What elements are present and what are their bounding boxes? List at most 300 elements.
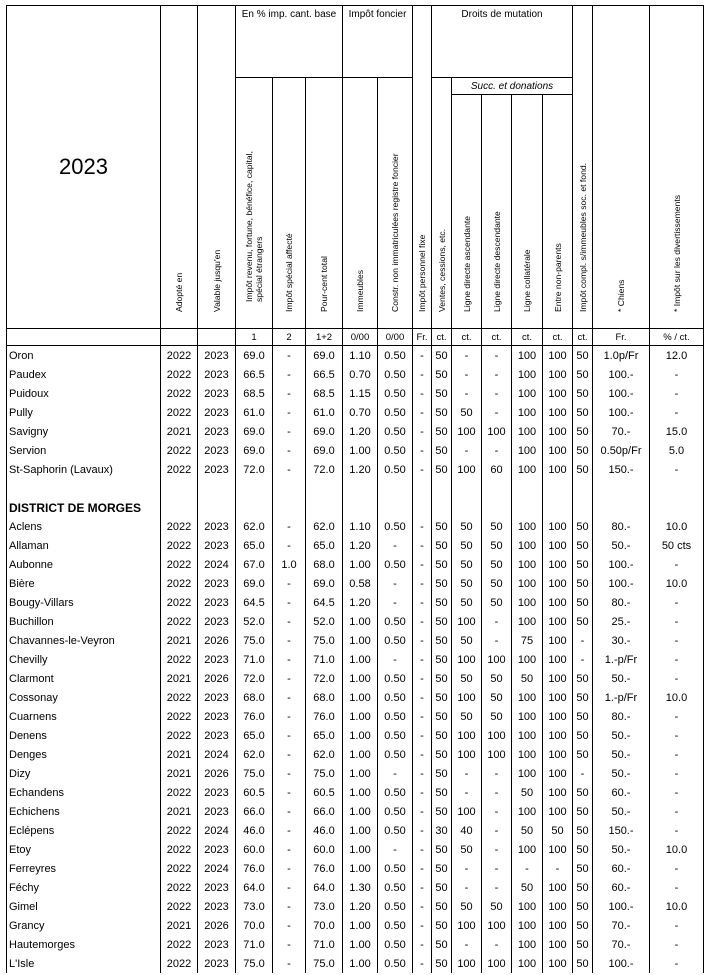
table-cell: - [650,650,704,669]
table-cell: 76.0 [236,859,273,878]
unit-cell [7,329,161,346]
table-cell: - [273,916,306,935]
col-adopted-header: Adopté en [161,6,198,329]
table-cell: - [543,859,573,878]
table-cell: 72.0 [306,669,343,688]
table-cell: 1.00 [343,954,378,973]
table-cell: 1.00 [343,745,378,764]
table-cell: 100 [543,384,573,403]
spacer-cell [650,479,704,498]
table-cell: 100 [543,802,573,821]
table-row [7,878,704,897]
col-personal-tax-header: Impôt personnel fixe [413,6,432,329]
table-cell: 0.50 [378,745,413,764]
table-cell: 2022 [161,954,198,973]
table-cell: 62.0 [306,517,343,536]
table-cell: 52.0 [306,612,343,631]
commune-name: Aubonne [7,555,161,574]
year-heading: 2023 [7,6,161,329]
table-cell: - [452,346,482,366]
table-row [7,612,704,631]
table-cell: 75 [512,631,543,650]
table-cell: 76.0 [306,859,343,878]
table-cell: 2023 [198,365,236,384]
table-cell: 50 [432,783,452,802]
table-cell: 100 [452,612,482,631]
table-cell: 25.- [593,612,650,631]
table-cell: 2022 [161,536,198,555]
spacer-cell [413,498,432,517]
table-cell: 2022 [161,365,198,384]
table-cell: - [650,745,704,764]
table-row [7,897,704,916]
table-cell: 150.- [593,821,650,840]
table-cell: 30 [432,821,452,840]
table-cell: - [273,802,306,821]
table-cell: - [273,384,306,403]
table-cell: 100 [543,612,573,631]
table-cell: 1.20 [343,593,378,612]
table-body [7,346,704,974]
table-cell: 50 [573,916,593,935]
table-cell: 2023 [198,441,236,460]
unit-cell: ct. [432,329,452,346]
table-cell: 2023 [198,384,236,403]
table-cell: - [413,669,432,688]
table-cell: - [413,802,432,821]
table-cell: 72.0 [236,669,273,688]
table-cell: 50 [573,517,593,536]
table-cell: - [452,384,482,403]
table-cell: 10.0 [650,574,704,593]
table-cell: 50 [512,878,543,897]
table-cell: 2026 [198,631,236,650]
table-cell: 2022 [161,821,198,840]
table-cell: 1.00 [343,840,378,859]
table-cell: 2024 [198,859,236,878]
table-cell: 50 [512,783,543,802]
commune-name: Pully [7,403,161,422]
table-cell: 1.15 [343,384,378,403]
spacer-cell [452,479,482,498]
table-row [7,403,704,422]
table-cell: - [413,650,432,669]
table-cell: 2023 [198,574,236,593]
unit-cell: 0/00 [378,329,413,346]
table-cell: 100 [512,764,543,783]
table-cell: 72.0 [306,460,343,479]
table-cell: 50 [573,859,593,878]
table-cell: 100 [543,593,573,612]
table-cell: - [413,460,432,479]
table-cell: - [413,897,432,916]
table-cell: 100 [452,422,482,441]
table-cell: 0.50 [378,897,413,916]
table-cell: 68.0 [236,688,273,707]
table-cell: 50 [482,555,512,574]
commune-name: Servion [7,441,161,460]
table-cell: - [413,593,432,612]
table-cell: 60.- [593,878,650,897]
commune-name: Grancy [7,916,161,935]
table-cell: 100 [543,574,573,593]
commune-name: Buchillon [7,612,161,631]
table-cell: 100 [482,650,512,669]
table-cell: 50 [573,954,593,973]
table-cell: 50 [482,536,512,555]
table-cell: 100 [452,954,482,973]
table-cell: 50 [482,593,512,612]
table-cell: 61.0 [236,403,273,422]
table-cell: 2024 [198,821,236,840]
table-cell: 2023 [198,650,236,669]
table-cell: 75.0 [306,764,343,783]
table-cell: - [378,536,413,555]
commune-name: Dizy [7,764,161,783]
table-cell: 2023 [198,346,236,366]
units-row [7,329,704,346]
table-cell: - [482,878,512,897]
table-cell: 50 [482,897,512,916]
table-cell: - [273,517,306,536]
table-cell: - [273,821,306,840]
table-cell: 50 [573,422,593,441]
table-cell: 50 [432,726,452,745]
table-row [7,935,704,954]
commune-name: Chevilly [7,650,161,669]
table-cell: - [273,878,306,897]
table-cell: 50 [573,878,593,897]
table-cell: - [573,764,593,783]
table-cell: 60.- [593,783,650,802]
table-cell: 2023 [198,460,236,479]
table-cell: 50 [432,840,452,859]
table-cell: - [650,707,704,726]
table-cell: 100 [512,802,543,821]
table-cell: 1.00 [343,669,378,688]
commune-name: Puidoux [7,384,161,403]
commune-name: Clarmont [7,669,161,688]
commune-name: Ferreyres [7,859,161,878]
table-cell: 2021 [161,631,198,650]
table-cell: 50 [573,555,593,574]
table-cell: 71.0 [236,935,273,954]
table-cell: - [482,403,512,422]
table-row [7,422,704,441]
col-income-header: Impôt revenu, fortune, bénéfice, capital, spécial étrangers [236,78,273,329]
table-cell: 50.- [593,802,650,821]
table-cell: 66.0 [236,802,273,821]
table-cell: 2021 [161,802,198,821]
table-cell: - [273,574,306,593]
table-cell: - [413,916,432,935]
spacer-cell [273,479,306,498]
table-cell: 0.50 [378,346,413,366]
table-row [7,707,704,726]
table-cell: 50 [432,441,452,460]
table-cell: - [273,726,306,745]
table-cell: 2023 [198,688,236,707]
table-cell: 100.- [593,954,650,973]
table-cell: 50 [452,840,482,859]
table-cell: - [378,840,413,859]
table-cell: 50 [432,954,452,973]
table-cell: 50 [573,726,593,745]
table-cell: 1.00 [343,935,378,954]
table-cell: 69.0 [306,441,343,460]
unit-cell: Fr. [413,329,432,346]
table-cell: 60.0 [236,840,273,859]
table-cell: 5.0 [650,441,704,460]
table-cell: - [413,707,432,726]
table-cell: 68.5 [236,384,273,403]
table-cell: 1.00 [343,555,378,574]
table-cell: 0.50 [378,878,413,897]
table-cell: 100 [543,935,573,954]
table-cell: - [452,783,482,802]
table-cell: 2022 [161,612,198,631]
table-cell: 64.0 [306,878,343,897]
table-cell: - [452,764,482,783]
table-cell: - [273,422,306,441]
table-cell: 1.00 [343,707,378,726]
table-cell: 2022 [161,593,198,612]
table-cell: 1.00 [343,783,378,802]
table-cell: 60.0 [306,840,343,859]
table-cell: 2023 [198,422,236,441]
table-row [7,745,704,764]
table-cell: 50 [432,593,452,612]
table-cell: 100 [543,346,573,366]
table-cell: - [650,726,704,745]
table-cell: 50 [573,897,593,916]
table-cell: 80.- [593,517,650,536]
table-cell: 50 [573,593,593,612]
table-cell: - [512,859,543,878]
table-cell: - [573,631,593,650]
table-cell: 60.- [593,859,650,878]
table-cell: 1.00 [343,859,378,878]
table-cell: 100 [512,517,543,536]
table-cell: - [413,859,432,878]
table-cell: 100 [452,460,482,479]
table-cell: 1.00 [343,688,378,707]
table-cell: 75.0 [306,954,343,973]
col-entertainment-header: * Impôt sur les divertissements [650,6,704,329]
table-cell: 2022 [161,346,198,366]
table-cell: 50 [432,612,452,631]
table-cell: 100 [512,745,543,764]
table-cell: 2022 [161,878,198,897]
table-cell: 69.0 [306,346,343,366]
table-cell: 50 [573,802,593,821]
table-cell: - [273,536,306,555]
table-cell: 65.0 [306,726,343,745]
table-cell: 50 [482,517,512,536]
table-cell: 50 [573,365,593,384]
table-cell: 100 [512,346,543,366]
table-cell: 100 [543,726,573,745]
table-cell: 2023 [198,802,236,821]
table-cell: 71.0 [236,650,273,669]
table-cell: 2022 [161,460,198,479]
table-row [7,821,704,840]
table-cell: 1.20 [343,460,378,479]
table-cell: 100 [543,764,573,783]
table-cell: 1.00 [343,916,378,935]
table-cell: 100 [543,650,573,669]
table-cell: 0.58 [343,574,378,593]
table-cell: 50 [573,574,593,593]
table-cell: 69.0 [306,574,343,593]
table-cell: - [413,631,432,650]
table-cell: 100 [452,916,482,935]
spacer-cell [452,498,482,517]
table-cell: - [482,346,512,366]
table-cell: - [650,935,704,954]
table-row [7,840,704,859]
commune-name: St-Saphorin (Lavaux) [7,460,161,479]
table-cell: 52.0 [236,612,273,631]
table-cell: 100 [543,916,573,935]
commune-name: Echandens [7,783,161,802]
table-cell: - [413,517,432,536]
table-cell: 2023 [198,707,236,726]
spacer-cell [573,498,593,517]
commune-name: Eclépens [7,821,161,840]
spacer-row [7,479,704,498]
table-cell: 2022 [161,650,198,669]
table-cell: 68.0 [306,555,343,574]
table-cell: 2022 [161,707,198,726]
table-cell: 68.5 [306,384,343,403]
table-cell: 50 [432,650,452,669]
table-cell: 2026 [198,916,236,935]
table-cell: 50 [452,631,482,650]
table-cell: 2023 [198,878,236,897]
table-cell: 68.0 [306,688,343,707]
table-cell: 100 [543,460,573,479]
table-cell: - [413,764,432,783]
table-cell: 100.- [593,574,650,593]
unit-cell [161,329,198,346]
table-cell: 0.50 [378,954,413,973]
spacer-cell [273,498,306,517]
table-cell: - [413,422,432,441]
group-foncier-header: Impôt foncier [343,6,413,78]
table-cell: 50 [543,821,573,840]
spacer-cell [161,498,198,517]
table-cell: 50 cts [650,536,704,555]
col-special-header: Impôt spécial affecté [273,78,306,329]
table-cell: 2023 [198,536,236,555]
unit-cell [198,329,236,346]
table-cell: 50 [432,574,452,593]
table-cell: 1.0 [273,555,306,574]
table-cell: - [452,878,482,897]
table-cell: - [482,935,512,954]
table-cell: 73.0 [236,897,273,916]
table-cell: - [650,783,704,802]
table-cell: 100 [482,745,512,764]
table-cell: - [650,954,704,973]
table-cell: 100 [512,707,543,726]
table-cell: - [413,840,432,859]
table-cell: 100.- [593,403,650,422]
table-cell: - [273,593,306,612]
commune-name: Cossonay [7,688,161,707]
table-cell: 50 [432,384,452,403]
table-cell: 50 [482,574,512,593]
table-cell: 50 [432,935,452,954]
table-row [7,783,704,802]
table-cell: - [273,346,306,366]
table-cell: 60.5 [236,783,273,802]
spacer-cell [236,479,273,498]
table-cell: 50 [452,669,482,688]
table-cell: 0.50 [378,631,413,650]
table-cell: 1.20 [343,536,378,555]
table-cell: 100 [512,897,543,916]
table-cell: 60 [482,460,512,479]
unit-cell: % / ct. [650,329,704,346]
table-cell: 64.5 [236,593,273,612]
table-cell: 100 [482,726,512,745]
table-cell: - [413,821,432,840]
table-cell: 76.0 [306,707,343,726]
table-cell: 100 [482,954,512,973]
table-cell: 100 [512,593,543,612]
table-cell: 100 [512,422,543,441]
table-cell: - [482,783,512,802]
table-cell: - [482,764,512,783]
table-cell: 73.0 [306,897,343,916]
commune-name: Allaman [7,536,161,555]
table-cell: 100 [543,707,573,726]
commune-name: Paudex [7,365,161,384]
spacer-cell [650,498,704,517]
table-cell: 62.0 [306,745,343,764]
commune-name: Aclens [7,517,161,536]
table-cell: - [452,859,482,878]
table-cell: 70.- [593,422,650,441]
table-cell: 0.50 [378,441,413,460]
table-cell: - [650,821,704,840]
table-cell: 50 [573,612,593,631]
unit-cell: ct. [543,329,573,346]
table-cell: - [650,384,704,403]
table-cell: 50 [432,859,452,878]
table-cell: 1.20 [343,422,378,441]
spacer-cell [543,479,573,498]
table-cell: 100.- [593,897,650,916]
table-cell: 100 [543,783,573,802]
table-cell: - [273,650,306,669]
table-cell: 64.0 [236,878,273,897]
commune-name: Etoy [7,840,161,859]
table-cell: 60.5 [306,783,343,802]
table-cell: 2023 [198,593,236,612]
table-cell: - [650,859,704,878]
spacer-cell [593,498,650,517]
table-cell: 2022 [161,555,198,574]
table-cell: - [650,764,704,783]
commune-name: Gimel [7,897,161,916]
table-cell: 1.00 [343,726,378,745]
table-cell: 1.00 [343,802,378,821]
table-cell: 50 [432,669,452,688]
commune-name: Denges [7,745,161,764]
